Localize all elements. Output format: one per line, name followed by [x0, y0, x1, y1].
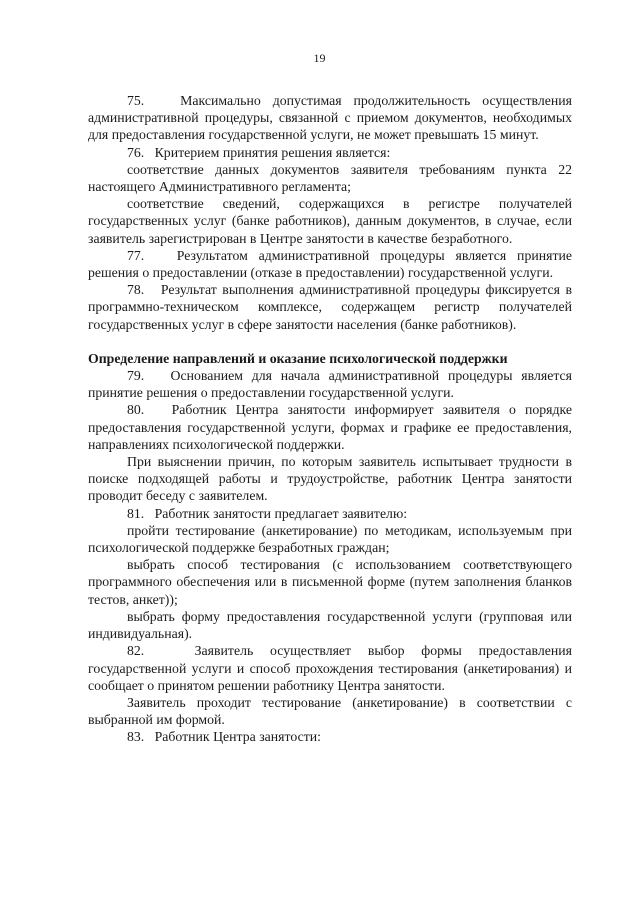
paragraph-81-item-1: пройти тестирование (анкетирование) по методикам, используемым при психологической поддержке безработных граждан;	[88, 522, 572, 556]
section-heading: Определение направлений и оказание психологической поддержки	[88, 350, 508, 366]
paragraph-81-item-2: выбрать способ тестирования (с использованием соответствующего программного обеспечения или в письменной форме (путем заполнения бланков тестов, анкет));	[88, 557, 572, 607]
paragraph-82: 82. Заявитель осуществляет выбор формы предоставления государственной услуги и способ прохождения тестирования (анкетирования) и сообщает о принятом решении работнику Центра занятости.	[88, 643, 572, 693]
paragraph-78: 78. Результат выполнения административной процедуры фиксируется в программно-техническом комплексе, содержащем регистр получателей государственных услуг в сфере занятости населения (банке работников).	[88, 282, 572, 332]
page-number: 19	[313, 51, 326, 65]
paragraph-77: 77. Результатом административной процедуры является принятие решения о предоставлении (отказе в предоставлении) государственной услуги.	[88, 247, 572, 281]
paragraph-75: 75. Максимально допустимая продолжительность осуществления административной процедуры, связанной с приемом документов, необходимых для предоставления государственной услуги, не может превышать 15 минут.	[88, 93, 572, 143]
paragraph-80: 80. Работник Центра занятости информирует заявителя о порядке предоставления государственной услуги, формах и графике ее предоставления, направлениях психологической поддержки.	[88, 402, 572, 452]
paragraph-76: 76. Критерием принятия решения является:	[127, 144, 391, 160]
paragraph-76-item-2: соответствие сведений, содержащихся в регистре получателей государственных услуг (банке работников), данным документов, в случае, если заявитель зарегистрирован в Центре занятости в качестве безработного.	[88, 196, 572, 246]
paragraph-83: 83. Работник Центра занятости:	[127, 729, 321, 745]
paragraph-82-note: Заявитель проходит тестирование (анкетирование) в соответствии с выбранной им формой.	[88, 694, 572, 728]
paragraph-81-item-3: выбрать форму предоставления государственной услуги (групповая или индивидуальная).	[88, 608, 572, 642]
document-body	[88, 92, 572, 746]
paragraph-76-item-1: соответствие данных документов заявителя требованиям пункта 22 настоящего Административного регламента;	[88, 161, 572, 195]
paragraph-81: 81. Работник занятости предлагает заявителю:	[127, 505, 408, 521]
paragraph-80-note: При выяснении причин, по которым заявитель испытывает трудности в поиске подходящей работы и трудоустройстве, работник Центра занятости проводит беседу с заявителем.	[88, 454, 572, 504]
paragraph-79: 79. Основанием для начала административной процедуры является принятие решения о предоставлении государственной услуги.	[88, 368, 572, 401]
